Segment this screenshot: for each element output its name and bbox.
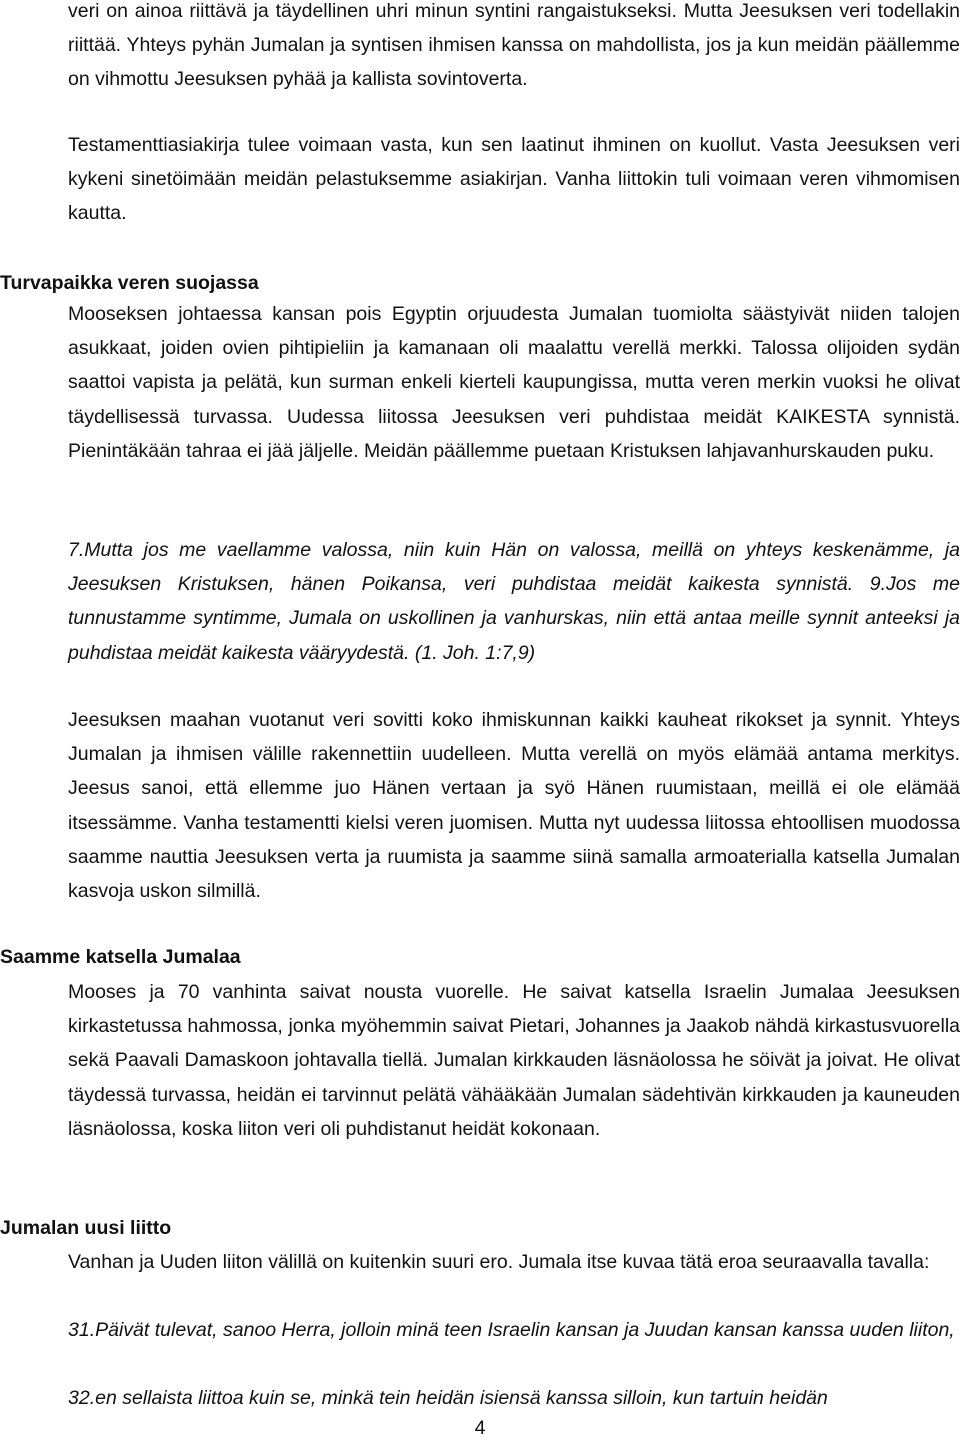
paragraph: Testamenttiasiakirja tulee voimaan vasta, kun sen laatinut ihminen on kuollut. Vasta Jeesuksen veri kykeni sinetöimään meidän pelastuksemme asiakirjan. Vanha liittokin tuli voimaan veren vihmomisen kautta. [68,134,960,225]
section-block [68,975,960,1146]
paragraph: Mooseksen johtaessa kansan pois Egyptin orjuudesta Jumalan tuomiolta säästyivät niiden talojen asukkaat, joiden ovien pihtipieliin ja kamanaan oli maalattu verellä merkki. Talossa olijoiden sydän saattoi vapista ja pelätä, kun surman enkeli kierteli kaupungissa, mutta veren merkin vuoksi he olivat täydellisessä turvassa. Uudessa liitossa Jeesuksen veri puhdistaa meidät KAIKESTA synnistä. Pienintäkään tahraa ei jää jäljelle. Meidän päällemme puetaan Kristuksen lahjavanhurskauden puku. [68,303,960,462]
bible-quote: 31.Päivät tulevat, sanoo Herra, jolloin minä teen Israelin kansan ja Juudan kansan kanssa uuden liiton, [68,1319,955,1341]
paragraph: veri on ainoa riittävä ja täydellinen uhri minun syntini rangaistukseksi. Mutta Jeesuksen veri todellakin riittää. Yhteys pyhän Jumalan ja syntisen ihmisen kanssa on mahdollista, jos ja kun meidän päällemme on vihmottu Jeesuksen pyhää ja kallista sovintoverta. [68,0,960,91]
page-number: 4 [474,1417,486,1439]
section-block [68,533,960,670]
section-heading: Jumalan uusi liitto [0,1217,172,1239]
section-heading: Turvapaikka veren suojassa [0,272,259,294]
section-block [68,297,960,468]
intro-block [68,128,960,231]
bible-quote: 32.en sellaista liittoa kuin se, minkä tein heidän isiensä kanssa silloin, kun tartuin heidän [68,1387,828,1409]
section-heading: Saamme katsella Jumalaa [0,946,241,968]
paragraph: Mooses ja 70 vanhinta saivat nousta vuorelle. He saivat katsella Israelin Jumalaa Jeesuksen kirkastetussa hahmossa, jonka myöhemmin saivat Pietari, Johannes ja Jaakob nähdä kirkastusvuorella sekä Paavali Damaskoon johtavalla tiellä. Jumalan kirkkauden läsnäolossa he söivät ja joivat. He olivat täydessä turvassa, heidän ei tarvinnut pelätä vähääkään Jumalan sädehtivän kirkkauden ja kauneuden läsnäolossa, koska liiton veri oli puhdistanut heidät kokonaan. [68,981,960,1140]
bible-quote: 7.Mutta jos me vaellamme valossa, niin kuin Hän on valossa, meillä on yhteys keskenämme, ja Jeesuksen Kristuksen, hänen Poikansa, veri puhdistaa meidät kaikesta synnistä. 9.Jos me tunnustamme syntimme, Jumala on uskollinen ja vanhurskas, niin että antaa meille synnit anteeksi ja puhdistaa meidät kaikesta vääryydestä. (1. Joh. 1:7,9) [68,539,960,664]
intro-block [68,0,960,97]
section-block [68,1245,960,1279]
paragraph: Vanhan ja Uuden liiton välillä on kuitenkin suuri ero. Jumala itse kuvaa tätä eroa seuraavalla tavalla: [68,1251,930,1273]
section-block [68,1313,960,1347]
paragraph: Jeesuksen maahan vuotanut veri sovitti koko ihmiskunnan kaikki kauheat rikokset ja synnit. Yhteys Jumalan ja ihmisen välille rakennettiin uudelleen. Mutta verellä on myös elämää antama merkitys. Jeesus sanoi, että ellemme juo Hänen vertaan ja syö Hänen ruumistaan, meillä ei ole elämää itsessämme. Vanha testamentti kielsi veren juomisen. Mutta nyt uudessa liitossa ehtoollisen muodossa saamme nauttia Jeesuksen verta ja ruumista ja saamme siinä samalla armoaterialla katsella Jumalan kasvoja uskon silmillä. [68,709,960,903]
section-block [68,703,960,908]
section-block [68,1381,960,1415]
